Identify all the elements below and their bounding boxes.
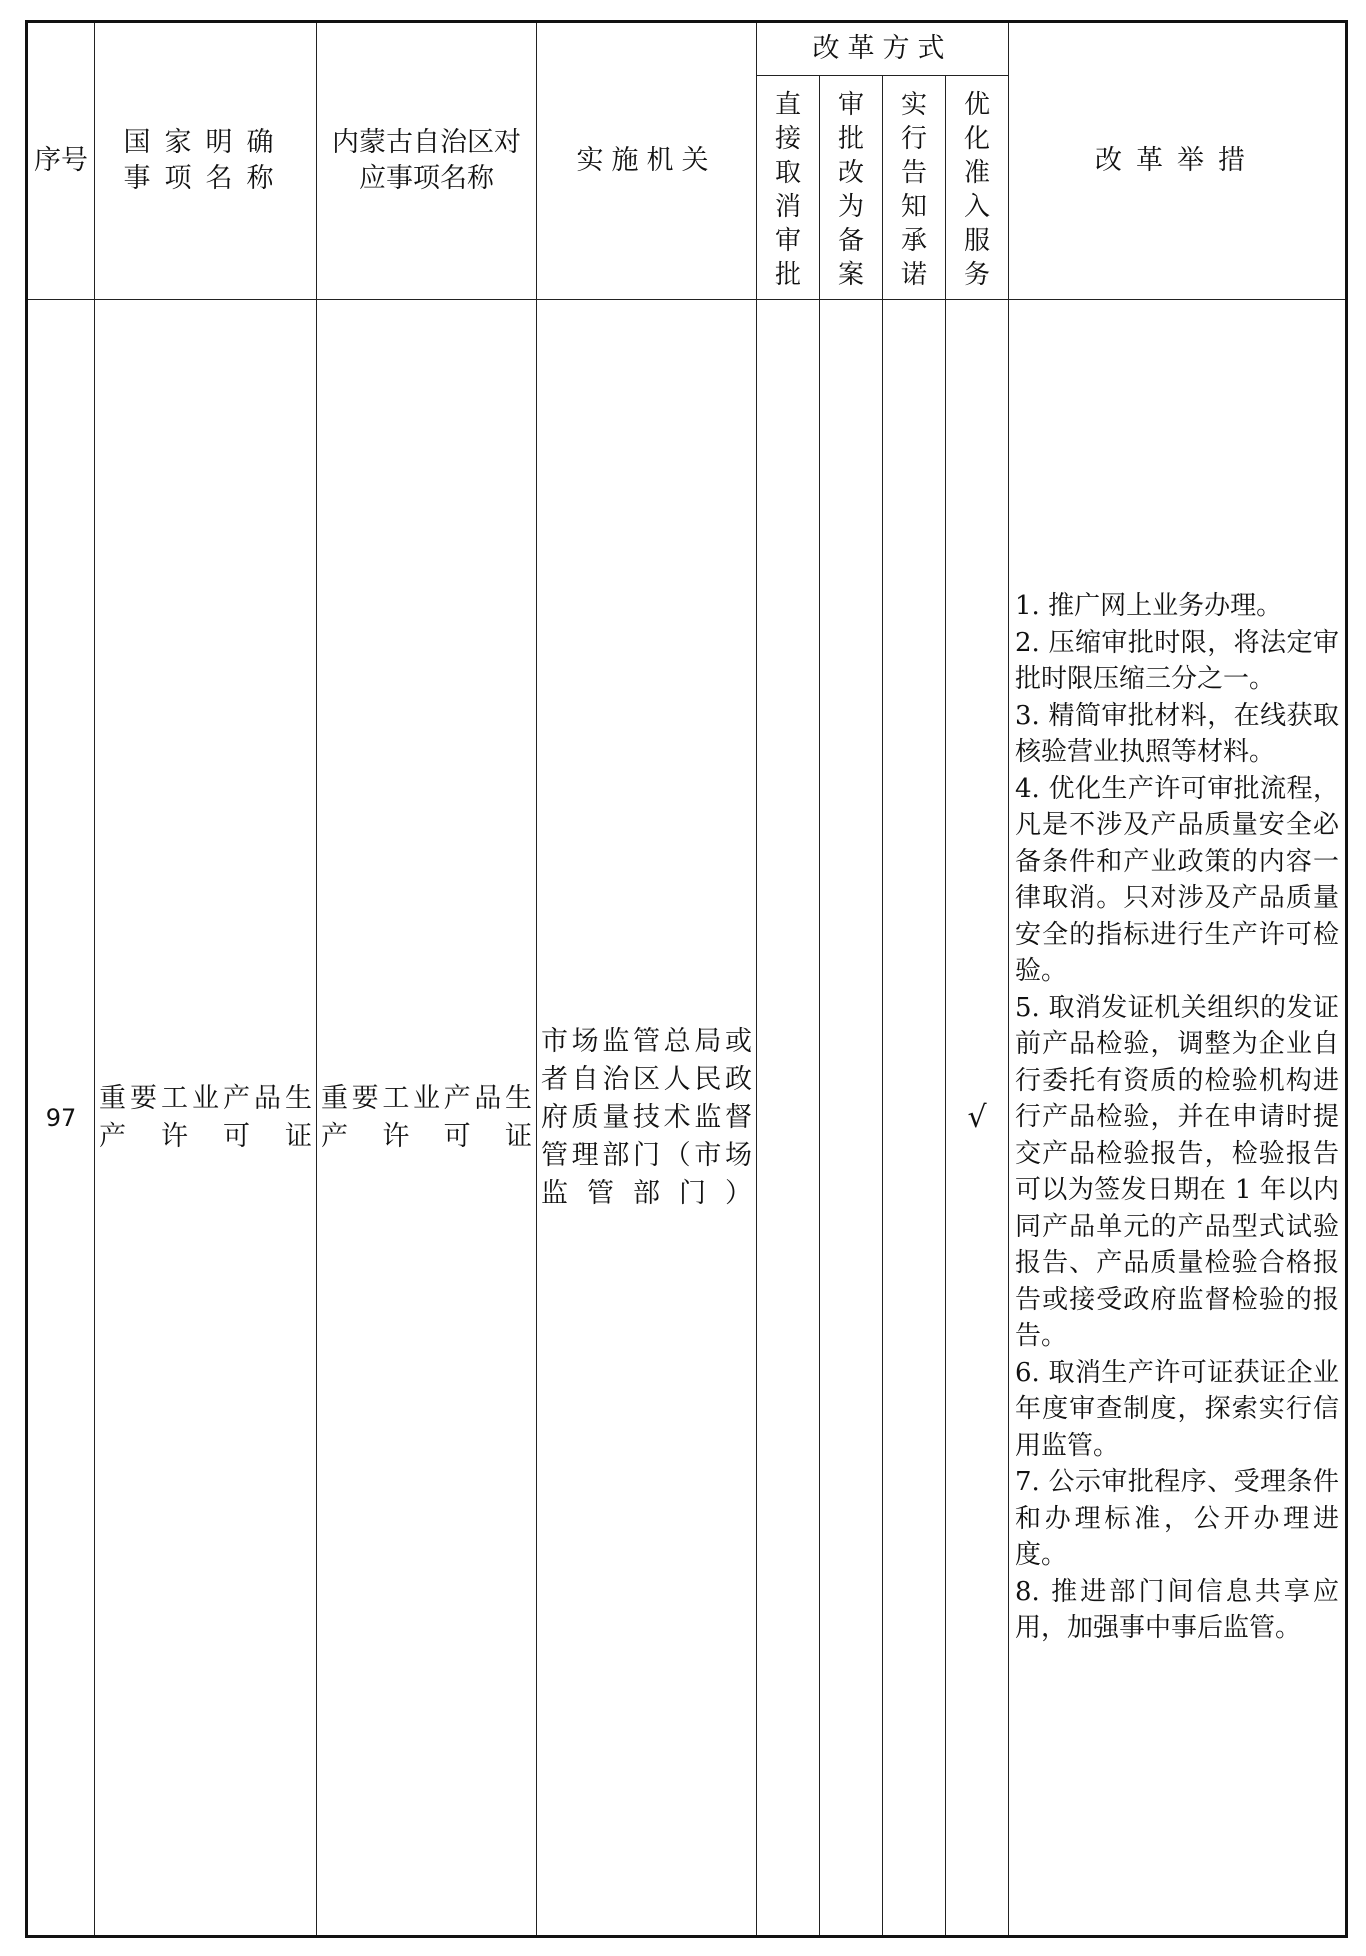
header-mode-notify-text: 实行告知承诺	[901, 90, 928, 290]
header-mode-record	[820, 76, 883, 300]
table-row	[27, 300, 1347, 1937]
measure-item: 3. 精简审批材料，在线获取核验营业执照等材料。	[1015, 700, 1339, 768]
header-mode-optimize-text: 优化准入服务	[964, 90, 991, 290]
measure-item: 5. 取消发证机关组织的发证前产品检验，调整为企业自行委托有资质的检验机构进行产品检验，并在申请时提交产品检验报告，检验报告可以为签发日期在 1 年以内同产品单元的产品型式试验报告、产品质量检验合格报告或接受政府监督检验的报告。	[1015, 992, 1339, 1352]
header-agency: 实施机关	[537, 22, 757, 300]
row-mode-notify	[883, 300, 946, 1937]
header-mode-record-text: 审批改为备案	[838, 90, 865, 290]
header-row-top	[27, 22, 1347, 76]
measure-item: 7. 公示审批程序、受理条件和办理标准，公开办理进度。	[1015, 1467, 1339, 1571]
header-mode-cancel-text: 直接取消审批	[775, 90, 802, 290]
row-measures	[1009, 300, 1347, 1937]
header-national-item: 国家明确事项名称	[95, 22, 317, 300]
header-reform-mode: 改革方式	[757, 22, 1009, 76]
row-seq: 97	[27, 300, 95, 1937]
row-national-item: 重要工业产品生产许可证	[95, 300, 317, 1937]
measure-item: 4. 优化生产许可审批流程，凡是不涉及产品质量安全必备条件和产业政策的内容一律取消。只对涉及产品质量安全的指标进行生产许可检验。	[1015, 773, 1339, 987]
header-measures: 改革举措	[1009, 22, 1347, 300]
measure-item: 2. 压缩审批时限，将法定审批时限压缩三分之一。	[1015, 627, 1339, 695]
measure-item: 6. 取消生产许可证获证企业年度审查制度，探索实行信用监管。	[1015, 1357, 1339, 1461]
header-mode-optimize	[946, 76, 1009, 300]
measure-item: 8. 推进部门间信息共享应用，加强事中事后监管。	[1015, 1576, 1339, 1644]
row-mode-optimize: √	[946, 300, 1009, 1937]
row-agency: 市场监管总局或者自治区人民政府质量技术监督管理部门（市场监管部门）	[537, 300, 757, 1937]
header-mode-cancel	[757, 76, 820, 300]
document-page	[25, 20, 1345, 1938]
header-seq: 序号	[27, 22, 95, 300]
measure-item: 1. 推广网上业务办理。	[1015, 591, 1283, 622]
reform-table	[25, 20, 1348, 1938]
row-mode-record	[820, 300, 883, 1937]
row-region-item: 重要工业产品生产许可证	[317, 300, 537, 1937]
row-mode-cancel	[757, 300, 820, 1937]
header-region-item: 内蒙古自治区对应事项名称	[317, 22, 537, 300]
header-mode-notify	[883, 76, 946, 300]
